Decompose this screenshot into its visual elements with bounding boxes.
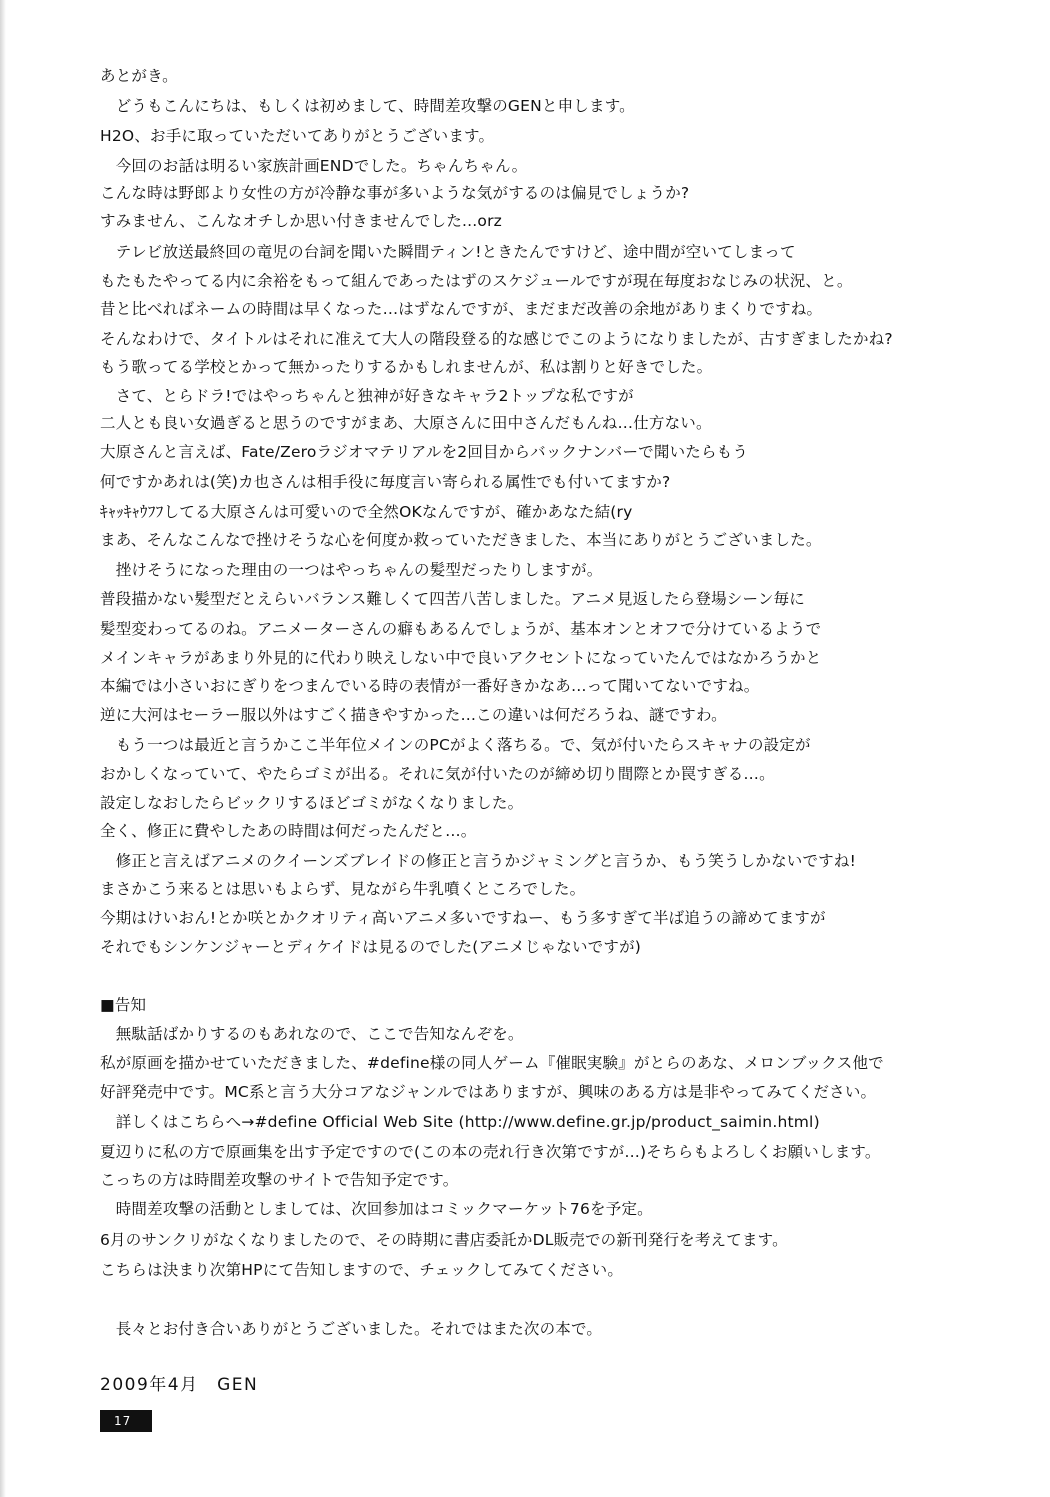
- afterword-line: 逆に大河はセーラー服以外はすごく描きやすかった…この違いは何だろうね、謎ですわ。: [100, 706, 727, 724]
- afterword-heading: あとがき。: [100, 67, 178, 85]
- notice-line: 時間差攻撃の活動としましては、次回参加はコミックマーケット76を予定。: [100, 1200, 653, 1218]
- closing-line: 長々とお付き合いありがとうございました。それではまた次の本で。: [100, 1320, 603, 1338]
- afterword-line: まあ、そんなこんなで挫けそうな心を何度か救っていただきました、本当にありがとうございました。: [100, 531, 822, 549]
- afterword-line: どうもこんにちは、もしくは初めまして、時間差攻撃のGENと申します。: [100, 97, 635, 115]
- date-signature: 2009年4月 GEN: [100, 1375, 259, 1395]
- afterword-line: 今期はけいおん!とか咲とかクオリティ高いアニメ多いですねー、もう多すぎて半ば追うの諦めてますが: [100, 909, 826, 927]
- afterword-line: まさかこう来るとは思いもよらず、見ながら牛乳噴くところでした。: [100, 880, 586, 898]
- notice-line: 無駄話ばかりするのもあれなので、ここで告知なんぞを。: [100, 1025, 524, 1043]
- notice-line: こっちの方は時間差攻撃のサイトで告知予定です。: [100, 1171, 459, 1189]
- afterword-line: 何ですかあれは(笑)カ也さんは相手役に毎度言い寄られる属性でも付いてますか?: [100, 473, 671, 491]
- afterword-line: 髪型変わってるのね。アニメーターさんの癖もあるんでしょうが、基本オンとオフで分けているようで: [100, 620, 822, 638]
- afterword-line: さて、とらドラ!ではやっちゃんと独神が好きなキャラ2トップな私ですが: [100, 387, 634, 405]
- afterword-line: メインキャラがあまり外見的に代わり映えしない中で良いアクセントになっていたんではなかろうかと: [100, 649, 822, 667]
- notice-line: 詳しくはこちらへ→#define Official Web Site (http://www.define.gr.jp/product_saimin.html): [100, 1113, 820, 1131]
- afterword-line: 挫けそうになった理由の一つはやっちゃんの髪型だったりしますが。: [100, 561, 603, 579]
- afterword-line: もう一つは最近と言うかここ半年位メインのPCがよく落ちる。で、気が付いたらスキャナの設定が: [100, 736, 811, 754]
- afterword-line: こんな時は野郎より女性の方が冷静な事が多いような気がするのは偏見でしょうか?: [100, 184, 690, 202]
- afterword-line: 昔と比べればネームの時間は早くなった…はずなんですが、まだまだ改善の余地がありまくりですね。: [100, 300, 823, 318]
- afterword-line: それでもシンケンジャーとディケイドは見るのでした(アニメじゃないですが): [100, 938, 642, 956]
- afterword-line: 本編では小さいおにぎりをつまんでいる時の表情が一番好きかなあ…って聞いてないですね。: [100, 677, 760, 695]
- notice-line: こちらは決まり次第HPにて告知しますので、チェックしてみてください。: [100, 1261, 624, 1279]
- afterword-line: もたもたやってる内に余裕をもって組んであったはずのスケジュールですが現在毎度おなじみの状況、と。: [100, 272, 853, 290]
- afterword-line: H2O、お手に取っていただいてありがとうございます。: [100, 127, 495, 145]
- afterword-line: ｷｬｯｷｬｳﾌﾌしてる大原さんは可愛いので全然OKなんですが、確かあなた結(ry: [100, 503, 633, 521]
- afterword-line: そんなわけで、タイトルはそれに准えて大人の階段登る的な感じでこのようになりましたが、古すぎましたかね?: [100, 330, 893, 348]
- scan-edge-shadow: [0, 0, 6, 1497]
- notice-line: 私が原画を描かせていただきました、#define様の同人ゲーム『催眠実験』がとらのあな、メロンブックス他で: [100, 1054, 884, 1072]
- notice-line: 好評発売中です。MC系と言う大分コアなジャンルではありますが、興味のある方は是非やってみてください。: [100, 1083, 877, 1101]
- afterword-line: 大原さんと言えば、Fate/Zeroラジオマテリアルを2回目からバックナンバーで聞いたらもう: [100, 443, 749, 461]
- afterword-line: 修正と言えばアニメのクイーンズブレイドの修正と言うかジャミングと言うか、もう笑うしかないですね!: [100, 852, 856, 870]
- notice-heading: ■告知: [100, 996, 147, 1014]
- afterword-line: 設定しなおしたらビックリするほどゴミがなくなりました。: [100, 794, 524, 812]
- afterword-line: 全く、修正に費やしたあの時間は何だったんだと…。: [100, 822, 477, 840]
- notice-line: 6月のサンクリがなくなりましたので、その時期に書店委託かDL販売での新刊発行を考えてます。: [100, 1231, 788, 1249]
- afterword-line: テレビ放送最終回の竜児の台詞を聞いた瞬間ティン!ときたんですけど、途中間が空いてしまって: [100, 243, 796, 261]
- afterword-line: 二人とも良い女過ぎると思うのですがまあ、大原さんに田中さんだもんね…仕方ない。: [100, 414, 712, 432]
- afterword-line: 普段描かない髪型だとえらいバランス難しくて四苦八苦しました。アニメ見返したら登場シーン毎に: [100, 590, 805, 608]
- afterword-line: 今回のお話は明るい家族計画ENDでした。ちゃんちゃん。: [100, 157, 528, 175]
- page-number: 17: [100, 1410, 152, 1432]
- afterword-line: おかしくなっていて、やたらゴミが出る。それに気が付いたのが締め切り間際とか罠すぎる…。: [100, 765, 775, 783]
- afterword-line: もう歌ってる学校とかって無かったりするかもしれませんが、私は割りと好きでした。: [100, 358, 713, 376]
- notice-line: 夏辺りに私の方で原画集を出す予定ですので(この本の売れ行き次第ですが…)そちらもよろしくお願いします。: [100, 1143, 881, 1161]
- afterword-line: すみません、こんなオチしか思い付きませんでした...orz: [100, 212, 503, 230]
